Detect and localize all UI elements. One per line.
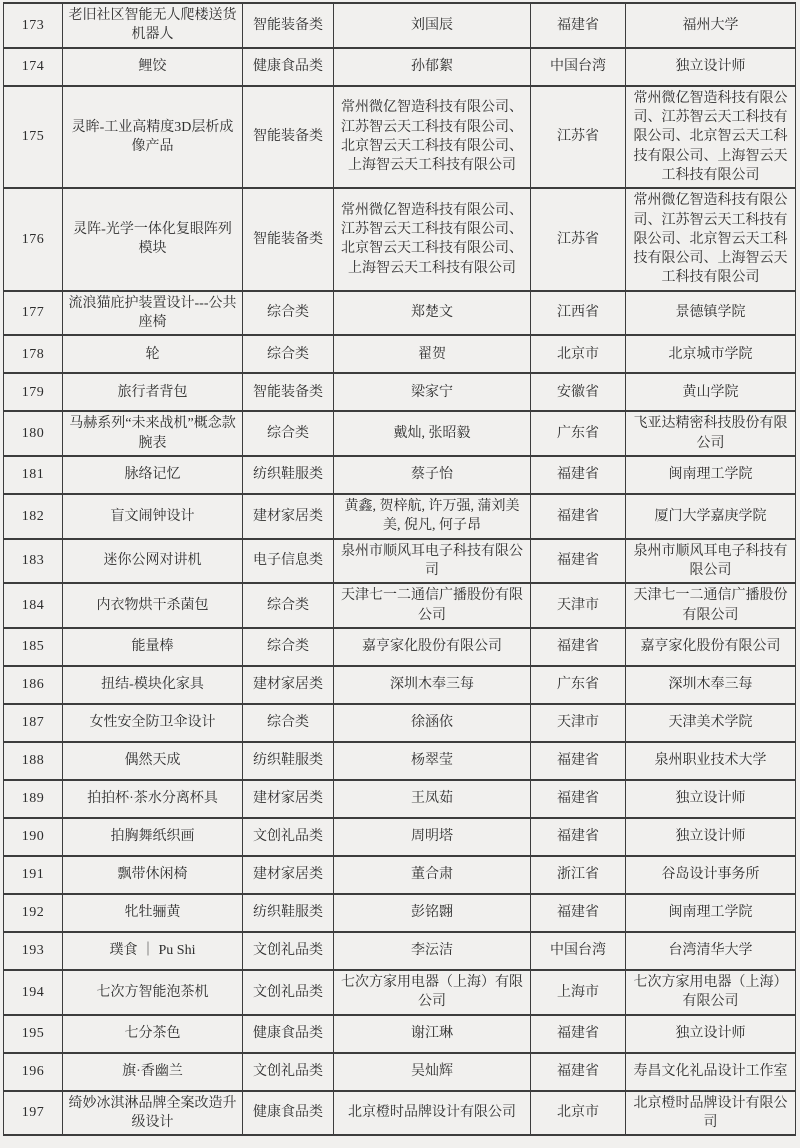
table-row — [4, 932, 796, 970]
applicant-cell: 戴灿, 张昭毅 — [334, 411, 531, 456]
province-cell: 福建省 — [531, 539, 626, 584]
applicant-cell: 梁家宁 — [334, 373, 531, 411]
unit-cell: 常州微亿智造科技有限公司、江苏智云天工科技有限公司、北京智云天工科技有限公司、上海智云天工科技有限公司 — [626, 188, 796, 291]
category-cell: 纺织鞋服类 — [243, 894, 334, 932]
entry-number-cell: 186 — [4, 666, 63, 704]
work-name-cell: 流浪猫庇护装置设计---公共座椅 — [63, 291, 243, 336]
entry-number-cell: 183 — [4, 539, 63, 584]
province-cell: 中国台湾 — [531, 932, 626, 970]
category-cell: 综合类 — [243, 583, 334, 628]
table-row — [4, 291, 796, 336]
table-row — [4, 583, 796, 628]
entry-number-cell: 176 — [4, 188, 63, 291]
province-cell: 福建省 — [531, 494, 626, 539]
entry-number-cell: 177 — [4, 291, 63, 336]
work-name-cell: 能量棒 — [63, 628, 243, 666]
work-name-cell: 拍胸舞纸织画 — [63, 818, 243, 856]
applicant-cell: 蔡子怡 — [334, 456, 531, 494]
category-cell: 建材家居类 — [243, 780, 334, 818]
applicant-cell: 周明塔 — [334, 818, 531, 856]
work-name-cell: 拍拍杯·茶水分离杯具 — [63, 780, 243, 818]
unit-cell: 天津美术学院 — [626, 704, 796, 742]
unit-cell: 飞亚达精密科技股份有限公司 — [626, 411, 796, 456]
work-name-cell: 牝牡骊黄 — [63, 894, 243, 932]
work-name-cell: 鲤饺 — [63, 48, 243, 86]
entries-table — [3, 2, 796, 1136]
table-row — [4, 539, 796, 584]
province-cell: 福建省 — [531, 742, 626, 780]
unit-cell: 泉州职业技术大学 — [626, 742, 796, 780]
table-row — [4, 894, 796, 932]
unit-cell: 七次方家用电器（上海）有限公司 — [626, 970, 796, 1015]
entry-number-cell: 181 — [4, 456, 63, 494]
work-name-cell: 七分茶色 — [63, 1015, 243, 1053]
province-cell: 江西省 — [531, 291, 626, 336]
unit-cell: 北京城市学院 — [626, 335, 796, 373]
applicant-cell: 天津七一二通信广播股份有限公司 — [334, 583, 531, 628]
category-cell: 智能装备类 — [243, 188, 334, 291]
table-row — [4, 704, 796, 742]
work-name-cell: 轮 — [63, 335, 243, 373]
work-name-cell: 旗·香幽兰 — [63, 1053, 243, 1091]
province-cell: 福建省 — [531, 1015, 626, 1053]
province-cell: 上海市 — [531, 970, 626, 1015]
unit-cell: 福州大学 — [626, 3, 796, 48]
applicant-cell: 嘉亨家化股份有限公司 — [334, 628, 531, 666]
province-cell: 福建省 — [531, 3, 626, 48]
province-cell: 中国台湾 — [531, 48, 626, 86]
table-row — [4, 856, 796, 894]
work-name-cell: 盲文闹钟设计 — [63, 494, 243, 539]
province-cell: 福建省 — [531, 456, 626, 494]
province-cell: 广东省 — [531, 411, 626, 456]
table-row — [4, 494, 796, 539]
applicant-cell: 董合肃 — [334, 856, 531, 894]
province-cell: 北京市 — [531, 335, 626, 373]
unit-cell: 厦门大学嘉庚学院 — [626, 494, 796, 539]
province-cell: 广东省 — [531, 666, 626, 704]
entry-number-cell: 190 — [4, 818, 63, 856]
applicant-cell: 吴灿辉 — [334, 1053, 531, 1091]
province-cell: 江苏省 — [531, 188, 626, 291]
applicant-cell: 深圳木奉三每 — [334, 666, 531, 704]
category-cell: 健康食品类 — [243, 1015, 334, 1053]
unit-cell: 天津七一二通信广播股份有限公司 — [626, 583, 796, 628]
category-cell: 电子信息类 — [243, 539, 334, 584]
entry-number-cell: 192 — [4, 894, 63, 932]
applicant-cell: 刘国辰 — [334, 3, 531, 48]
province-cell: 福建省 — [531, 818, 626, 856]
entry-number-cell: 184 — [4, 583, 63, 628]
work-name-cell: 飘带休闲椅 — [63, 856, 243, 894]
table-row — [4, 742, 796, 780]
work-name-cell: 女性安全防卫伞设计 — [63, 704, 243, 742]
entry-number-cell: 185 — [4, 628, 63, 666]
applicant-cell: 翟贺 — [334, 335, 531, 373]
table-row — [4, 86, 796, 189]
table-row — [4, 3, 796, 48]
entry-number-cell: 189 — [4, 780, 63, 818]
unit-cell: 常州微亿智造科技有限公司、江苏智云天工科技有限公司、北京智云天工科技有限公司、上海智云天工科技有限公司 — [626, 86, 796, 189]
category-cell: 综合类 — [243, 291, 334, 336]
category-cell: 健康食品类 — [243, 48, 334, 86]
entry-number-cell: 182 — [4, 494, 63, 539]
province-cell: 北京市 — [531, 1091, 626, 1136]
province-cell: 福建省 — [531, 1053, 626, 1091]
applicant-cell: 孙郁絮 — [334, 48, 531, 86]
category-cell: 综合类 — [243, 335, 334, 373]
table-row — [4, 628, 796, 666]
entry-number-cell: 191 — [4, 856, 63, 894]
work-name-cell: 绮妙冰淇淋品牌全案改造升级设计 — [63, 1091, 243, 1136]
unit-cell: 独立设计师 — [626, 818, 796, 856]
entry-number-cell: 197 — [4, 1091, 63, 1136]
entry-number-cell: 188 — [4, 742, 63, 780]
table-row — [4, 411, 796, 456]
work-name-cell: 迷你公网对讲机 — [63, 539, 243, 584]
table-row — [4, 456, 796, 494]
entry-number-cell: 196 — [4, 1053, 63, 1091]
entry-number-cell: 178 — [4, 335, 63, 373]
category-cell: 文创礼品类 — [243, 818, 334, 856]
applicant-cell: 黄鑫, 贺梓航, 许万强, 蒲刘美美, 倪凡, 何子昂 — [334, 494, 531, 539]
applicant-cell: 徐涵依 — [334, 704, 531, 742]
category-cell: 纺织鞋服类 — [243, 456, 334, 494]
category-cell: 文创礼品类 — [243, 932, 334, 970]
entry-number-cell: 173 — [4, 3, 63, 48]
table-row — [4, 1091, 796, 1136]
applicant-cell: 常州微亿智造科技有限公司、江苏智云天工科技有限公司、北京智云天工科技有限公司、上海智云天工科技有限公司 — [334, 188, 531, 291]
entry-number-cell: 179 — [4, 373, 63, 411]
table-row — [4, 335, 796, 373]
entry-number-cell: 194 — [4, 970, 63, 1015]
category-cell: 建材家居类 — [243, 494, 334, 539]
entry-number-cell: 193 — [4, 932, 63, 970]
table-row — [4, 48, 796, 86]
unit-cell: 独立设计师 — [626, 780, 796, 818]
province-cell: 天津市 — [531, 704, 626, 742]
work-name-cell: 内衣物烘干杀菌包 — [63, 583, 243, 628]
entry-number-cell: 180 — [4, 411, 63, 456]
category-cell: 文创礼品类 — [243, 970, 334, 1015]
table-row — [4, 373, 796, 411]
applicant-cell: 七次方家用电器（上海）有限公司 — [334, 970, 531, 1015]
category-cell: 文创礼品类 — [243, 1053, 334, 1091]
category-cell: 智能装备类 — [243, 3, 334, 48]
applicant-cell: 李沄洁 — [334, 932, 531, 970]
province-cell: 福建省 — [531, 628, 626, 666]
province-cell: 江苏省 — [531, 86, 626, 189]
category-cell: 智能装备类 — [243, 373, 334, 411]
applicant-cell: 杨翠莹 — [334, 742, 531, 780]
province-cell: 福建省 — [531, 894, 626, 932]
unit-cell: 嘉亨家化股份有限公司 — [626, 628, 796, 666]
table-row — [4, 970, 796, 1015]
entry-number-cell: 175 — [4, 86, 63, 189]
unit-cell: 北京橙时品牌设计有限公司 — [626, 1091, 796, 1136]
work-name-cell: 老旧社区智能无人爬楼送货机器人 — [63, 3, 243, 48]
unit-cell: 谷岛设计事务所 — [626, 856, 796, 894]
category-cell: 综合类 — [243, 628, 334, 666]
category-cell: 建材家居类 — [243, 666, 334, 704]
province-cell: 安徽省 — [531, 373, 626, 411]
category-cell: 智能装备类 — [243, 86, 334, 189]
table-row — [4, 780, 796, 818]
work-name-cell: 灵阵-光学一体化复眼阵列模块 — [63, 188, 243, 291]
work-name-cell: 脉络记忆 — [63, 456, 243, 494]
entry-number-cell: 174 — [4, 48, 63, 86]
applicant-cell: 北京橙时品牌设计有限公司 — [334, 1091, 531, 1136]
work-name-cell: 璞食 ｜ Pu Shi — [63, 932, 243, 970]
table-row — [4, 1015, 796, 1053]
unit-cell: 景德镇学院 — [626, 291, 796, 336]
applicant-cell: 郑楚文 — [334, 291, 531, 336]
unit-cell: 闽南理工学院 — [626, 456, 796, 494]
unit-cell: 深圳木奉三每 — [626, 666, 796, 704]
work-name-cell: 灵眸-工业高精度3D层析成像产品 — [63, 86, 243, 189]
work-name-cell: 旅行者背包 — [63, 373, 243, 411]
category-cell: 建材家居类 — [243, 856, 334, 894]
table-row — [4, 1053, 796, 1091]
work-name-cell: 偶然天成 — [63, 742, 243, 780]
unit-cell: 台湾清华大学 — [626, 932, 796, 970]
province-cell: 福建省 — [531, 780, 626, 818]
table-row — [4, 188, 796, 291]
unit-cell: 黄山学院 — [626, 373, 796, 411]
unit-cell: 闽南理工学院 — [626, 894, 796, 932]
entries-table-body — [4, 3, 796, 1135]
entry-number-cell: 187 — [4, 704, 63, 742]
work-name-cell: 扭结-模块化家具 — [63, 666, 243, 704]
category-cell: 纺织鞋服类 — [243, 742, 334, 780]
unit-cell: 寿昌文化礼品设计工作室 — [626, 1053, 796, 1091]
table-row — [4, 666, 796, 704]
applicant-cell: 彭铭翾 — [334, 894, 531, 932]
work-name-cell: 七次方智能泡茶机 — [63, 970, 243, 1015]
unit-cell: 泉州市顺风耳电子科技有限公司 — [626, 539, 796, 584]
applicant-cell: 谢江琳 — [334, 1015, 531, 1053]
unit-cell: 独立设计师 — [626, 1015, 796, 1053]
applicant-cell: 常州微亿智造科技有限公司、江苏智云天工科技有限公司、北京智云天工科技有限公司、上海智云天工科技有限公司 — [334, 86, 531, 189]
province-cell: 天津市 — [531, 583, 626, 628]
work-name-cell: 马赫系列“未来战机”概念款腕表 — [63, 411, 243, 456]
applicant-cell: 泉州市顺风耳电子科技有限公司 — [334, 539, 531, 584]
province-cell: 浙江省 — [531, 856, 626, 894]
unit-cell: 独立设计师 — [626, 48, 796, 86]
category-cell: 综合类 — [243, 704, 334, 742]
table-row — [4, 818, 796, 856]
category-cell: 综合类 — [243, 411, 334, 456]
category-cell: 健康食品类 — [243, 1091, 334, 1136]
applicant-cell: 王凤茹 — [334, 780, 531, 818]
entry-number-cell: 195 — [4, 1015, 63, 1053]
